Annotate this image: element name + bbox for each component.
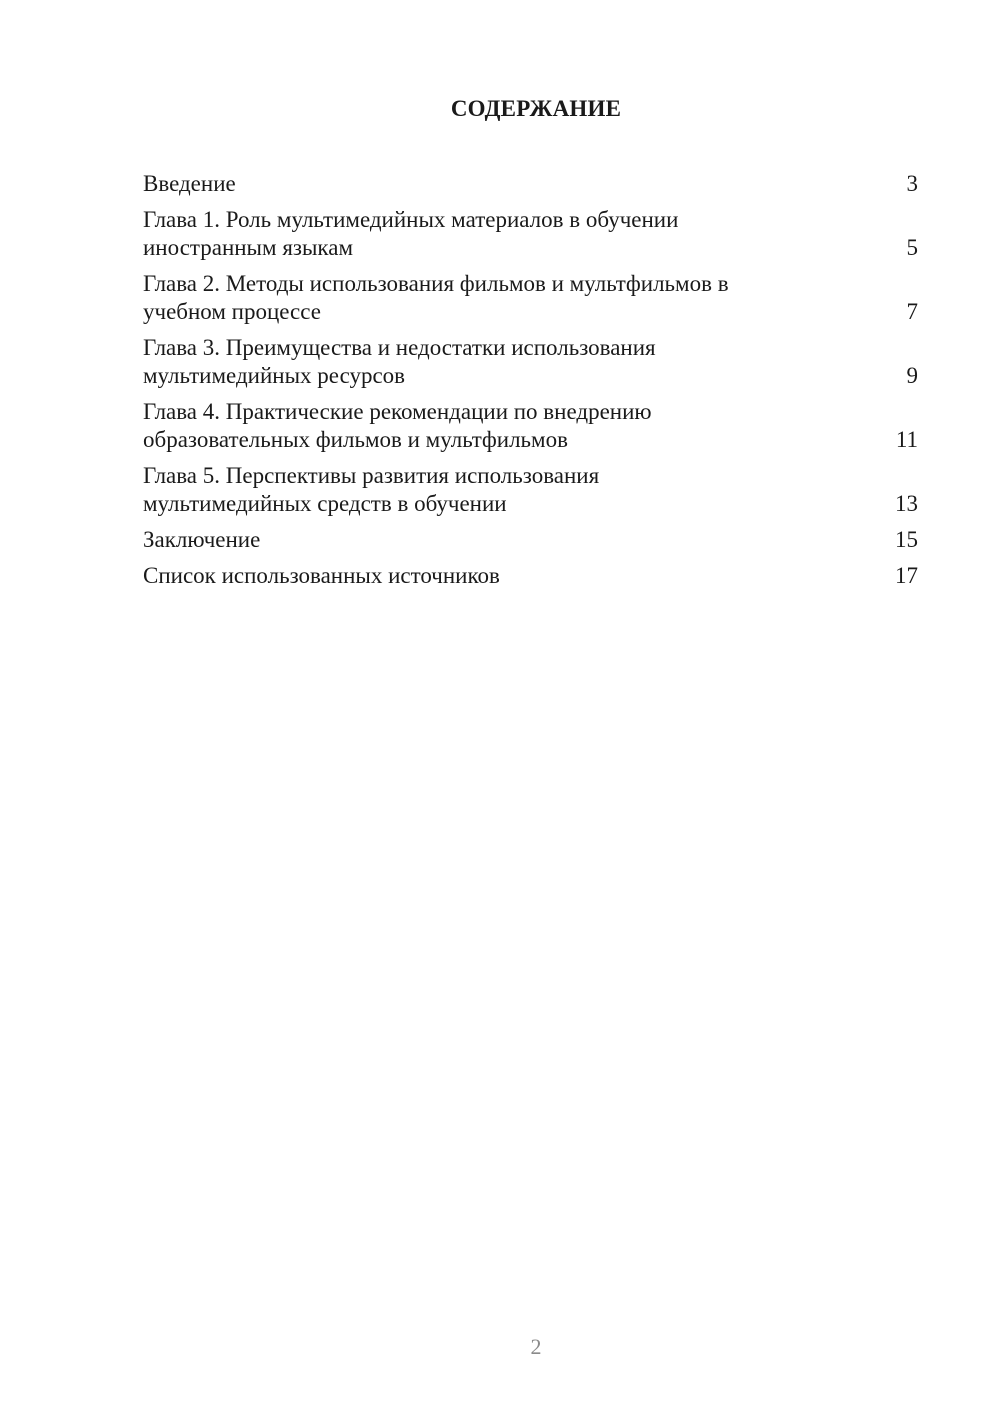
toc-entry-page: 3 xyxy=(906,171,918,196)
page-number: 2 xyxy=(530,1334,542,1359)
toc-entry-label xyxy=(143,206,907,262)
toc-entry[interactable] xyxy=(143,170,918,198)
toc-entry-line: образовательных фильмов и мультфильмов xyxy=(143,427,568,452)
toc-entry-line: Глава 3. Преимущества и недостатки использования xyxy=(143,335,656,360)
toc-entry-label xyxy=(143,270,907,326)
toc-entry-page: 5 xyxy=(906,235,918,260)
page-title: СОДЕРЖАНИЕ xyxy=(450,96,622,121)
toc-entry-line: Глава 5. Перспективы развития использования xyxy=(143,463,600,488)
toc-entry-page: 7 xyxy=(906,299,918,324)
toc-entry[interactable] xyxy=(143,562,918,590)
toc-entry-line: мультимедийных ресурсов xyxy=(143,363,406,388)
toc-entry-label xyxy=(143,398,896,454)
toc-entry-label xyxy=(143,170,907,198)
toc-entry-page: 9 xyxy=(906,363,918,388)
toc-entry-line: Глава 4. Практические рекомендации по внедрению xyxy=(143,399,652,424)
toc-entry-line: мультимедийных средств в обучении xyxy=(143,491,507,516)
toc-entry-line: Список использованных источников xyxy=(143,563,500,588)
toc-entry-label xyxy=(143,462,895,518)
toc-entry-line: Глава 2. Методы использования фильмов и мультфильмов в xyxy=(143,271,729,296)
toc-entry-page: 11 xyxy=(895,427,918,452)
toc-entry-label xyxy=(143,334,907,390)
toc-entry[interactable] xyxy=(143,206,918,262)
toc-entry[interactable] xyxy=(143,526,918,554)
table-of-contents xyxy=(143,170,918,598)
toc-entry-line: учебном процессе xyxy=(143,299,321,324)
toc-entry-page: 15 xyxy=(895,527,918,552)
toc-entry[interactable] xyxy=(143,270,918,326)
toc-entry[interactable] xyxy=(143,334,918,390)
toc-entry-page: 17 xyxy=(895,563,918,588)
toc-entry-page: 13 xyxy=(895,491,918,516)
toc-entry-line: Заключение xyxy=(143,527,261,552)
toc-entry-line: иностранным языкам xyxy=(143,235,354,260)
toc-entry-label xyxy=(143,562,895,590)
toc-entry-line: Введение xyxy=(143,171,236,196)
toc-entry-label xyxy=(143,526,895,554)
toc-entry[interactable] xyxy=(143,398,918,454)
toc-entry-line: Глава 1. Роль мультимедийных материалов в обучении xyxy=(143,207,679,232)
toc-entry[interactable] xyxy=(143,462,918,518)
